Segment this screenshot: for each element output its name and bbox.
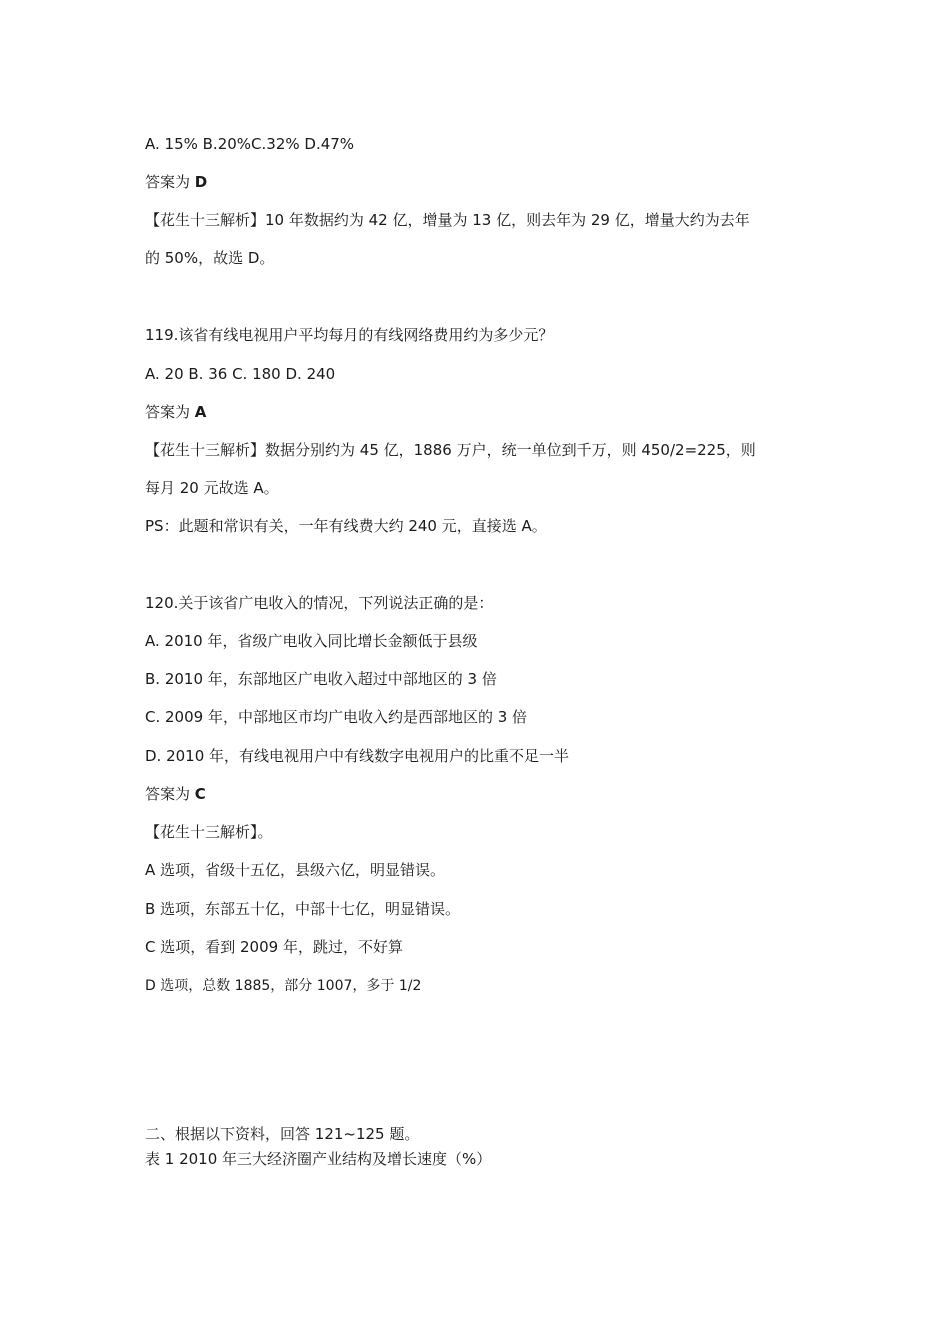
answer-letter: C <box>194 785 206 803</box>
q120-option-d: D. 2010 年，有线电视用户中有线数字电视用户的比重不足一半 <box>145 747 570 765</box>
answer-letter: A <box>194 403 207 421</box>
q120-option-b: B. 2010 年，东部地区广电收入超过中部地区的 3 倍 <box>145 670 497 688</box>
q119-question: 119.该省有线电视用户平均每月的有线网络费用约为多少元？ <box>145 326 554 344</box>
q120-option-c: C. 2009 年，中部地区市均广电收入约是西部地区的 3 倍 <box>145 708 528 726</box>
answer-prefix: 答案为 <box>145 403 195 421</box>
q120-answer <box>145 784 825 804</box>
q119-ps-note: PS：此题和常识有关，一年有线费大约 240 元，直接选 A。 <box>145 517 547 535</box>
q119-analysis-line-2: 每月 20 元故选 A。 <box>145 479 279 497</box>
answer-prefix: 答案为 <box>145 173 195 191</box>
q118-answer <box>145 172 825 192</box>
q120-analysis-b: B 选项，东部五十亿，中部十七亿，明显错误。 <box>145 900 461 918</box>
q118-analysis-line-2: 的 50%，故选 D。 <box>145 249 275 267</box>
q120-option-a: A. 2010 年，省级广电收入同比增长金额低于县级 <box>145 632 478 650</box>
q120-analysis-a: A 选项，省级十五亿，县级六亿，明显错误。 <box>145 861 446 879</box>
q118-options: A. 15% B.20%C.32% D.47% <box>145 135 355 153</box>
q120-question: 120.关于该省广电收入的情况，下列说法正确的是： <box>145 594 494 612</box>
section-2-intro: 二、根据以下资料，回答 121~125 题。 <box>145 1125 420 1143</box>
table-1-title: 表 1 2010 年三大经济圈产业结构及增长速度（%） <box>145 1150 492 1168</box>
q119-options: A. 20 B. 36 C. 180 D. 240 <box>145 365 336 383</box>
q120-analysis-heading: 【花生十三解析】。 <box>145 823 273 841</box>
answer-prefix: 答案为 <box>145 785 195 803</box>
q119-answer <box>145 402 825 422</box>
answer-letter: D <box>194 173 208 191</box>
q120-analysis-d: D 选项，总数 1885，部分 1007，多于 1/2 <box>145 978 422 994</box>
q119-analysis-line-1: 【花生十三解析】数据分别约为 45 亿，1886 万户，统一单位到千万，则 450/2=225，则 <box>145 441 756 459</box>
q120-analysis-c: C 选项，看到 2009 年，跳过，不好算 <box>145 938 403 956</box>
q118-analysis-line-1: 【花生十三解析】10 年数据约为 42 亿，增量为 13 亿，则去年为 29 亿，增量大约为去年 <box>145 211 750 229</box>
